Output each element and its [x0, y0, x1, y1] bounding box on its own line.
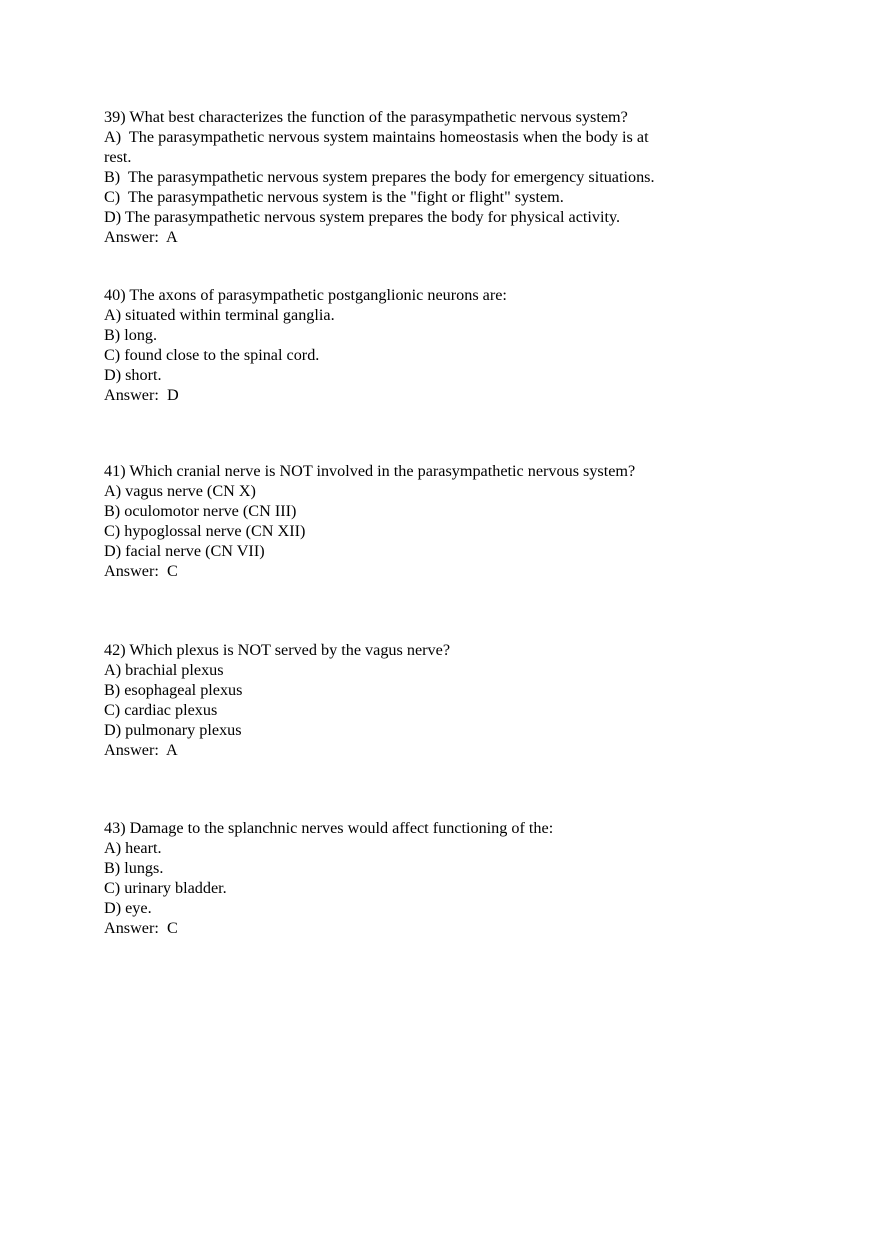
option-b: B) lungs.	[104, 859, 164, 877]
option-c: C) urinary bladder.	[104, 879, 227, 897]
option-d: D) short.	[104, 366, 162, 384]
question-42	[104, 640, 704, 760]
question-stem: 40) The axons of parasympathetic postganglionic neurons are:	[104, 286, 507, 304]
option-d: D) pulmonary plexus	[104, 721, 242, 739]
question-stem: 43) Damage to the splanchnic nerves would affect functioning of the:	[104, 819, 554, 837]
answer: Answer: C	[104, 919, 178, 937]
question-stem: 41) Which cranial nerve is NOT involved in the parasympathetic nervous system?	[104, 462, 636, 480]
answer: Answer: A	[104, 228, 178, 246]
question-stem: 39) What best characterizes the function of the parasympathetic nervous system?	[104, 108, 628, 126]
option-a: A) heart.	[104, 839, 162, 857]
option-b: B) long.	[104, 326, 158, 344]
option-d: D) facial nerve (CN VII)	[104, 542, 265, 560]
option-a: A) situated within terminal ganglia.	[104, 306, 335, 324]
question-43	[104, 818, 704, 938]
option-b: B) The parasympathetic nervous system prepares the body for emergency situations.	[104, 168, 655, 186]
option-a: A) vagus nerve (CN X)	[104, 482, 256, 500]
option-b: B) esophageal plexus	[104, 681, 243, 699]
option-c: C) found close to the spinal cord.	[104, 346, 320, 364]
option-a-continuation: rest.	[104, 148, 132, 166]
option-b: B) oculomotor nerve (CN III)	[104, 502, 297, 520]
question-39	[104, 107, 704, 247]
option-d: D) The parasympathetic nervous system prepares the body for physical activity.	[104, 208, 621, 226]
option-d: D) eye.	[104, 899, 152, 917]
option-c: C) The parasympathetic nervous system is the "fight or flight" system.	[104, 188, 564, 206]
answer: Answer: C	[104, 562, 178, 580]
answer: Answer: A	[104, 741, 178, 759]
option-a: A) brachial plexus	[104, 661, 224, 679]
answer: Answer: D	[104, 386, 179, 404]
question-40	[104, 285, 704, 405]
option-a: A) The parasympathetic nervous system maintains homeostasis when the body is at	[104, 128, 649, 146]
option-c: C) cardiac plexus	[104, 701, 218, 719]
question-41	[104, 461, 704, 581]
option-c: C) hypoglossal nerve (CN XII)	[104, 522, 306, 540]
question-stem: 42) Which plexus is NOT served by the vagus nerve?	[104, 641, 450, 659]
